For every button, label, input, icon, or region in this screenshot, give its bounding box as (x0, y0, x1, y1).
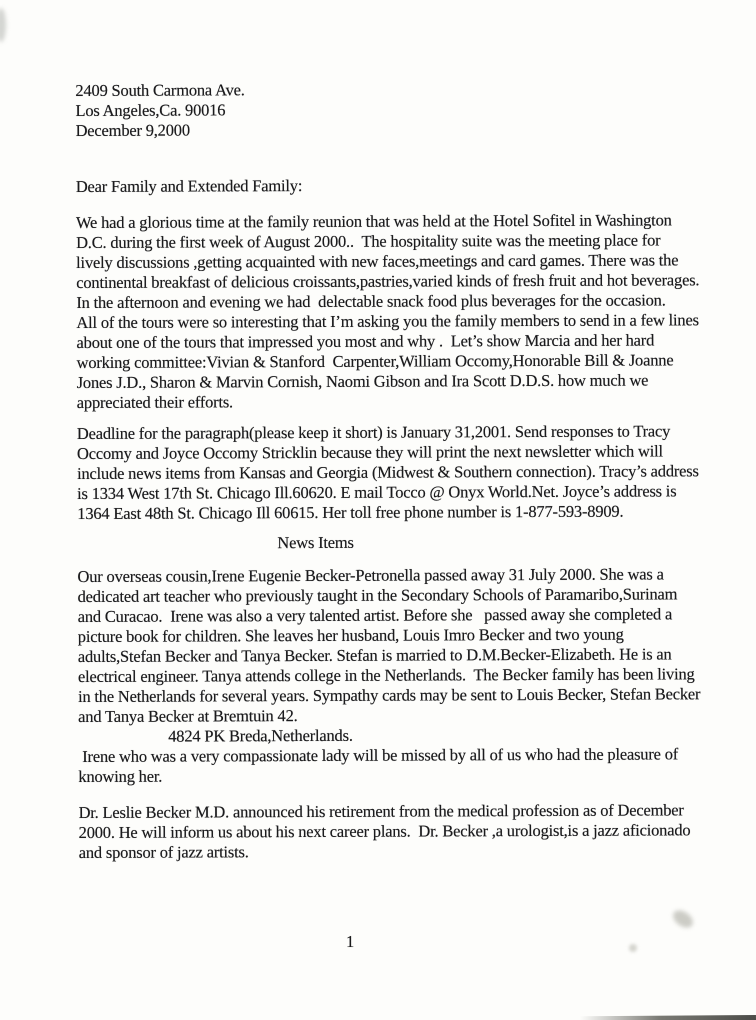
news-item-breda-address-line: 4824 PK Breda,Netherlands. (168, 725, 353, 746)
scan-smudge-top-left (0, 8, 6, 42)
news-items-heading: News Items (277, 532, 354, 553)
news-item-leslie-becker: Dr. Leslie Becker M.D. announced his retirement from the medical profession as of December 2000. He will inform us about his next career plans. Dr. Becker ,a urologist,is a jazz aficionado and sponsor of jazz artists. (78, 800, 691, 862)
sender-address: 2409 South Carmona Ave. Los Angeles,Ca. 90016 December 9,2000 (75, 80, 245, 140)
salutation: Dear Family and Extended Family: (75, 176, 303, 196)
page-number: 1 (346, 932, 355, 951)
scan-smudge-right (670, 907, 696, 931)
news-item-irene-becker: Our overseas cousin,Irene Eugenie Becker-Petronella passed away 31 July 2000. She was a dedicated art teacher who previously taught in the Secondary Schools of Paramaribo,Surinam and Curacao. Irene was also a very talented artist. Before she passed away she completed a picture book for children. She leaves her husband, Louis Imro Becker and two young adults,Stefan Becker and Tanya Becker. Stefan is married to D.M.Becker-Elizabeth. He is an electrical engineer. Tanya attends college in the Netherlands. The Becker family has been living in the Netherlands for several years. Sympathy cards may be sent to Louis Becker, Stefan Becker and Tanya Becker at Bremtuin 42. (77, 564, 701, 726)
news-item-irene-closing: Irene who was a very compassionate lady will be missed by all of us who had the pleasure of knowing her. (78, 744, 679, 786)
paragraph-family-reunion: We had a glorious time at the family reunion that was held at the Hotel Sofitel in Washington D.C. during the first week of August 2000.. The hospitality suite was the meeting place for lively discussions ,getting acquainted with new faces,meetings and card games. There was the continental breakfast of delicious croissants,pastries,varied kinds of fresh fruit and hot beverages. In the afternoon and evening we had delectable snack food plus beverages for the occasion. All of the tours were so interesting that I’m asking you the family members to send in a few lines about one of the tours that impressed you most and why . Let’s show Marcia and her hard working committee:Vivian & Stanford Carpenter,William Occomy,Honorable Bill & Joanne Jones J.D., Sharon & Marvin Cornish, Naomi Gibson and Ira Scott D.D.S. how much we appreciated their efforts. (75, 210, 700, 412)
scan-speck-right (629, 944, 637, 952)
scan-shadow-bottom-right (580, 1015, 756, 1020)
letter-content (75, 0, 739, 863)
paragraph-newsletter-deadline: Deadline for the paragraph(please keep it short) is January 31,2001. Send responses to Tracy Occomy and Joyce Occomy Stricklin because they will print the next newsletter which will include news items from Kansas and Georgia (Midwest & Southern connection). Tracy’s address is 1334 West 17th St. Chicago Ill.60620. E mail Tocco @ Onyx World.Net. Joyce’s address is 1364 East 48th St. Chicago Ill 60615. Her toll free phone number is 1-877-593-8909. (76, 421, 699, 523)
